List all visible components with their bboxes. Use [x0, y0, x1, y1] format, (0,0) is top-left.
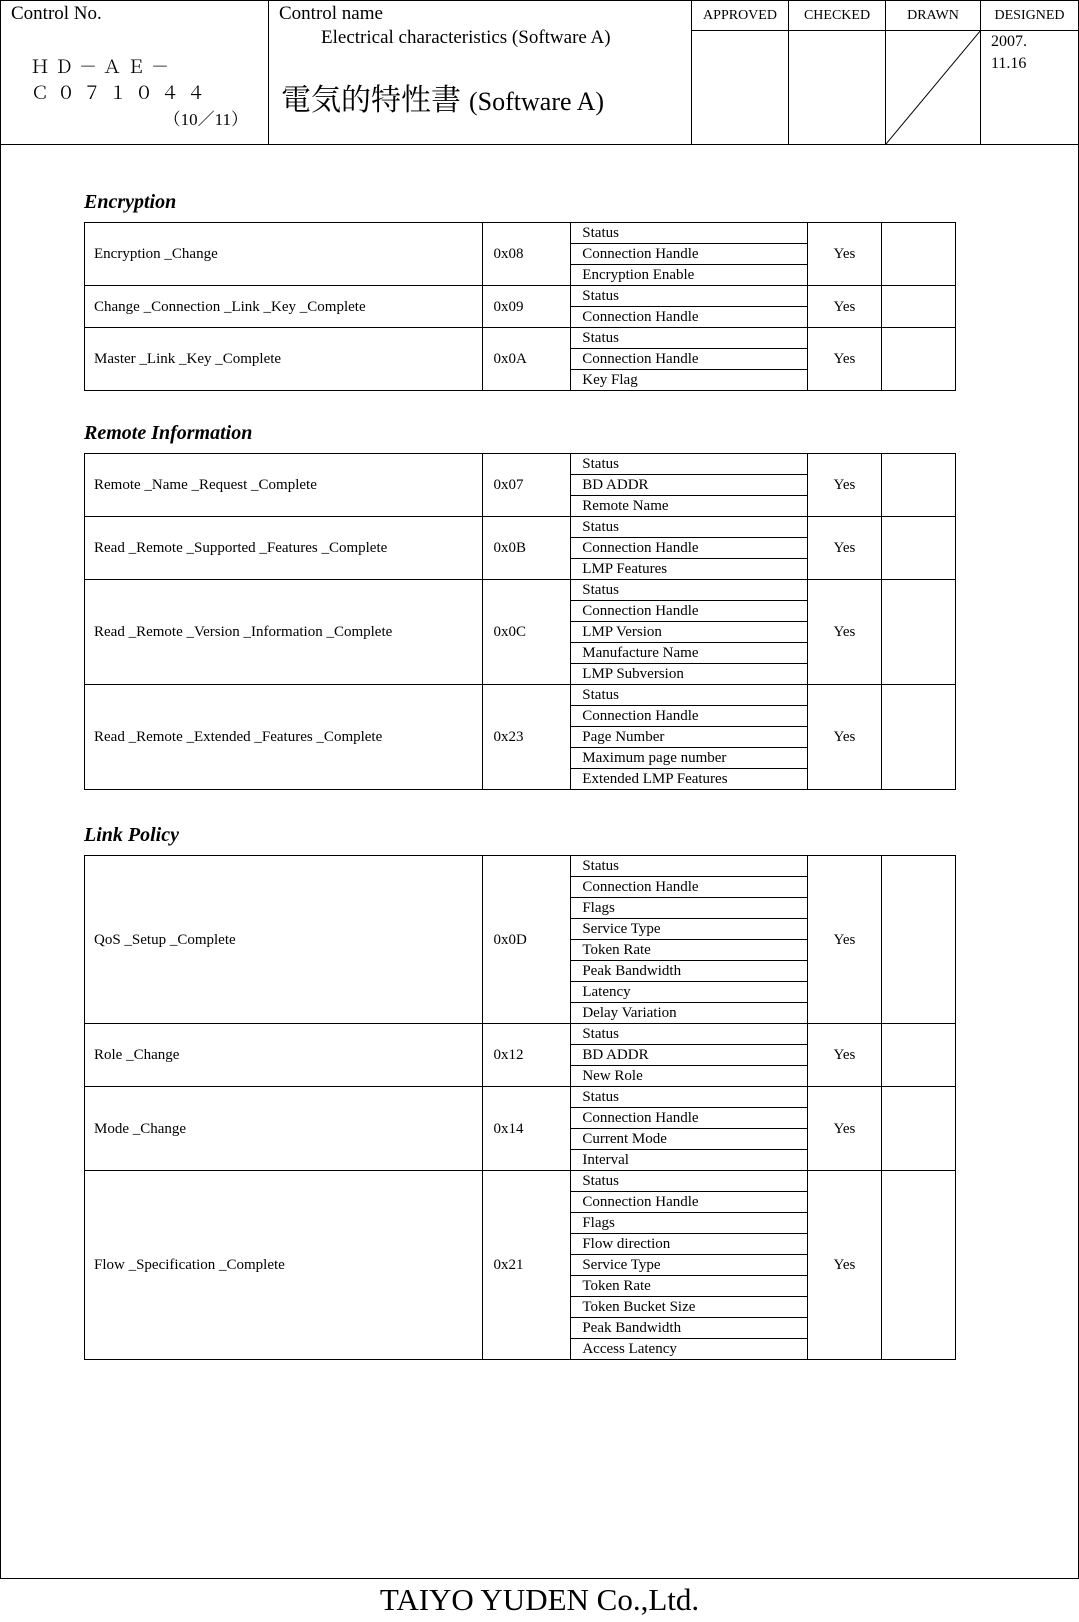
event-parameter: Delay Variation: [571, 1003, 807, 1024]
document-title-jp-suffix: (Software A): [469, 87, 605, 116]
event-parameter: Status: [571, 223, 807, 244]
event-code: 0x12: [482, 1024, 571, 1087]
event-name: Role _Change: [85, 1024, 483, 1087]
event-code: 0x07: [482, 454, 571, 517]
event-parameter: Connection Handle: [571, 1108, 807, 1129]
table-row: [85, 286, 956, 307]
event-remarks: [882, 1024, 956, 1087]
designed-cell: [981, 1, 1078, 144]
event-parameter: Access Latency: [571, 1339, 807, 1360]
event-supported: Yes: [807, 328, 882, 391]
event-code: 0x14: [482, 1087, 571, 1171]
event-remarks: [882, 328, 956, 391]
event-code: 0x23: [482, 685, 571, 790]
event-table: [84, 453, 956, 790]
drawn-cell: [886, 1, 981, 144]
event-parameter: Remote Name: [571, 496, 807, 517]
control-no-label: Control No.: [11, 3, 102, 24]
event-supported: Yes: [807, 454, 882, 517]
table-row: [85, 580, 956, 601]
event-parameter: Connection Handle: [571, 877, 807, 898]
event-code: 0x0D: [482, 856, 571, 1024]
document-title-en: Electrical characteristics (Software A): [321, 27, 611, 48]
event-parameter: Status: [571, 1087, 807, 1108]
event-parameter: BD ADDR: [571, 475, 807, 496]
control-no-code-line1: ＨＤ－ＡＥ－: [31, 57, 175, 77]
event-parameter: Token Bucket Size: [571, 1297, 807, 1318]
event-parameter: Connection Handle: [571, 1192, 807, 1213]
event-parameter: LMP Version: [571, 622, 807, 643]
event-parameter: Flow direction: [571, 1234, 807, 1255]
event-parameter: Status: [571, 1171, 807, 1192]
event-parameter: Flags: [571, 898, 807, 919]
event-supported: Yes: [807, 1024, 882, 1087]
event-parameter: Connection Handle: [571, 538, 807, 559]
event-parameter: Extended LMP Features: [571, 769, 807, 790]
approved-label: APPROVED: [692, 1, 788, 31]
event-remarks: [882, 286, 956, 328]
event-parameter: Token Rate: [571, 940, 807, 961]
event-parameter: Status: [571, 328, 807, 349]
event-name: Change _Connection _Link _Key _Complete: [85, 286, 483, 328]
checked-label: CHECKED: [789, 1, 885, 31]
event-supported: Yes: [807, 286, 882, 328]
event-parameter: Service Type: [571, 1255, 807, 1276]
event-parameter: Connection Handle: [571, 349, 807, 370]
event-parameter: LMP Subversion: [571, 664, 807, 685]
table-row: [85, 1171, 956, 1192]
table-row: [85, 1087, 956, 1108]
event-name: Remote _Name _Request _Complete: [85, 454, 483, 517]
event-parameter: New Role: [571, 1066, 807, 1087]
event-supported: Yes: [807, 1171, 882, 1360]
section-title: Link Policy: [84, 824, 179, 846]
event-parameter: Key Flag: [571, 370, 807, 391]
event-name: Encryption _Change: [85, 223, 483, 286]
event-name: Read _Remote _Version _Information _Complete: [85, 580, 483, 685]
event-parameter: Service Type: [571, 919, 807, 940]
event-parameter: Status: [571, 580, 807, 601]
section-title: Remote Information: [84, 422, 253, 444]
event-parameter: Status: [571, 685, 807, 706]
event-parameter: Page Number: [571, 727, 807, 748]
event-table: [84, 855, 956, 1360]
event-parameter: Connection Handle: [571, 706, 807, 727]
event-parameter: Status: [571, 517, 807, 538]
drawn-label: DRAWN: [886, 1, 980, 31]
event-supported: Yes: [807, 856, 882, 1024]
event-remarks: [882, 1171, 956, 1360]
company-name: TAIYO YUDEN Co.,Ltd.: [379, 1582, 700, 1617]
event-parameter: BD ADDR: [571, 1045, 807, 1066]
event-parameter: Connection Handle: [571, 244, 807, 265]
event-parameter: Status: [571, 1024, 807, 1045]
table-row: [85, 517, 956, 538]
document-title-jp: [281, 75, 604, 119]
event-remarks: [882, 223, 956, 286]
event-parameter: Peak Bandwidth: [571, 961, 807, 982]
event-parameter: LMP Features: [571, 559, 807, 580]
designed-label: DESIGNED: [981, 1, 1078, 31]
event-code: 0x0A: [482, 328, 571, 391]
event-parameter: Encryption Enable: [571, 265, 807, 286]
document-title-jp-text: 電気的特性書: [281, 84, 461, 117]
event-remarks: [882, 580, 956, 685]
control-name-cell: [269, 1, 692, 144]
drawn-diagonal-line: [886, 30, 981, 144]
table-row: [85, 328, 956, 349]
event-name: Read _Remote _Supported _Features _Complete: [85, 517, 483, 580]
table-row: [85, 685, 956, 706]
event-code: 0x21: [482, 1171, 571, 1360]
event-name: Mode _Change: [85, 1087, 483, 1171]
event-parameter: Connection Handle: [571, 601, 807, 622]
event-parameter: Manufacture Name: [571, 643, 807, 664]
page-number: （10／11）: [163, 110, 248, 129]
section-title: Encryption: [84, 191, 177, 213]
event-code: 0x08: [482, 223, 571, 286]
event-code: 0x0B: [482, 517, 571, 580]
designed-date-line1: 2007.: [991, 33, 1027, 50]
event-parameter: Latency: [571, 982, 807, 1003]
event-parameter: Maximum page number: [571, 748, 807, 769]
event-name: Master _Link _Key _Complete: [85, 328, 483, 391]
event-name: Read _Remote _Extended _Features _Complete: [85, 685, 483, 790]
event-name: Flow _Specification _Complete: [85, 1171, 483, 1360]
event-parameter: Current Mode: [571, 1129, 807, 1150]
event-supported: Yes: [807, 580, 882, 685]
approved-cell: [692, 1, 789, 144]
designed-date: [991, 31, 1027, 75]
event-remarks: [882, 685, 956, 790]
event-code: 0x09: [482, 286, 571, 328]
event-remarks: [882, 1087, 956, 1171]
event-supported: Yes: [807, 685, 882, 790]
event-remarks: [882, 856, 956, 1024]
event-parameter: Flags: [571, 1213, 807, 1234]
designed-date-line2: 11.16: [991, 55, 1027, 72]
event-parameter: Status: [571, 454, 807, 475]
event-parameter: Token Rate: [571, 1276, 807, 1297]
table-row: [85, 454, 956, 475]
event-name: QoS _Setup _Complete: [85, 856, 483, 1024]
event-parameter: Status: [571, 856, 807, 877]
title-block: [1, 1, 1078, 145]
table-row: [85, 1024, 956, 1045]
table-row: [85, 223, 956, 244]
event-remarks: [882, 454, 956, 517]
control-no-cell: [1, 1, 269, 144]
control-name-label: Control name: [279, 3, 383, 24]
event-supported: Yes: [807, 223, 882, 286]
event-code: 0x0C: [482, 580, 571, 685]
event-supported: Yes: [807, 1087, 882, 1171]
event-supported: Yes: [807, 517, 882, 580]
event-remarks: [882, 517, 956, 580]
event-parameter: Connection Handle: [571, 307, 807, 328]
control-no-code-line2: Ｃ０７１０４４: [31, 83, 213, 103]
event-parameter: Interval: [571, 1150, 807, 1171]
table-row: [85, 856, 956, 877]
event-parameter: Status: [571, 286, 807, 307]
event-parameter: Peak Bandwidth: [571, 1318, 807, 1339]
event-table: [84, 222, 956, 391]
checked-cell: [789, 1, 886, 144]
